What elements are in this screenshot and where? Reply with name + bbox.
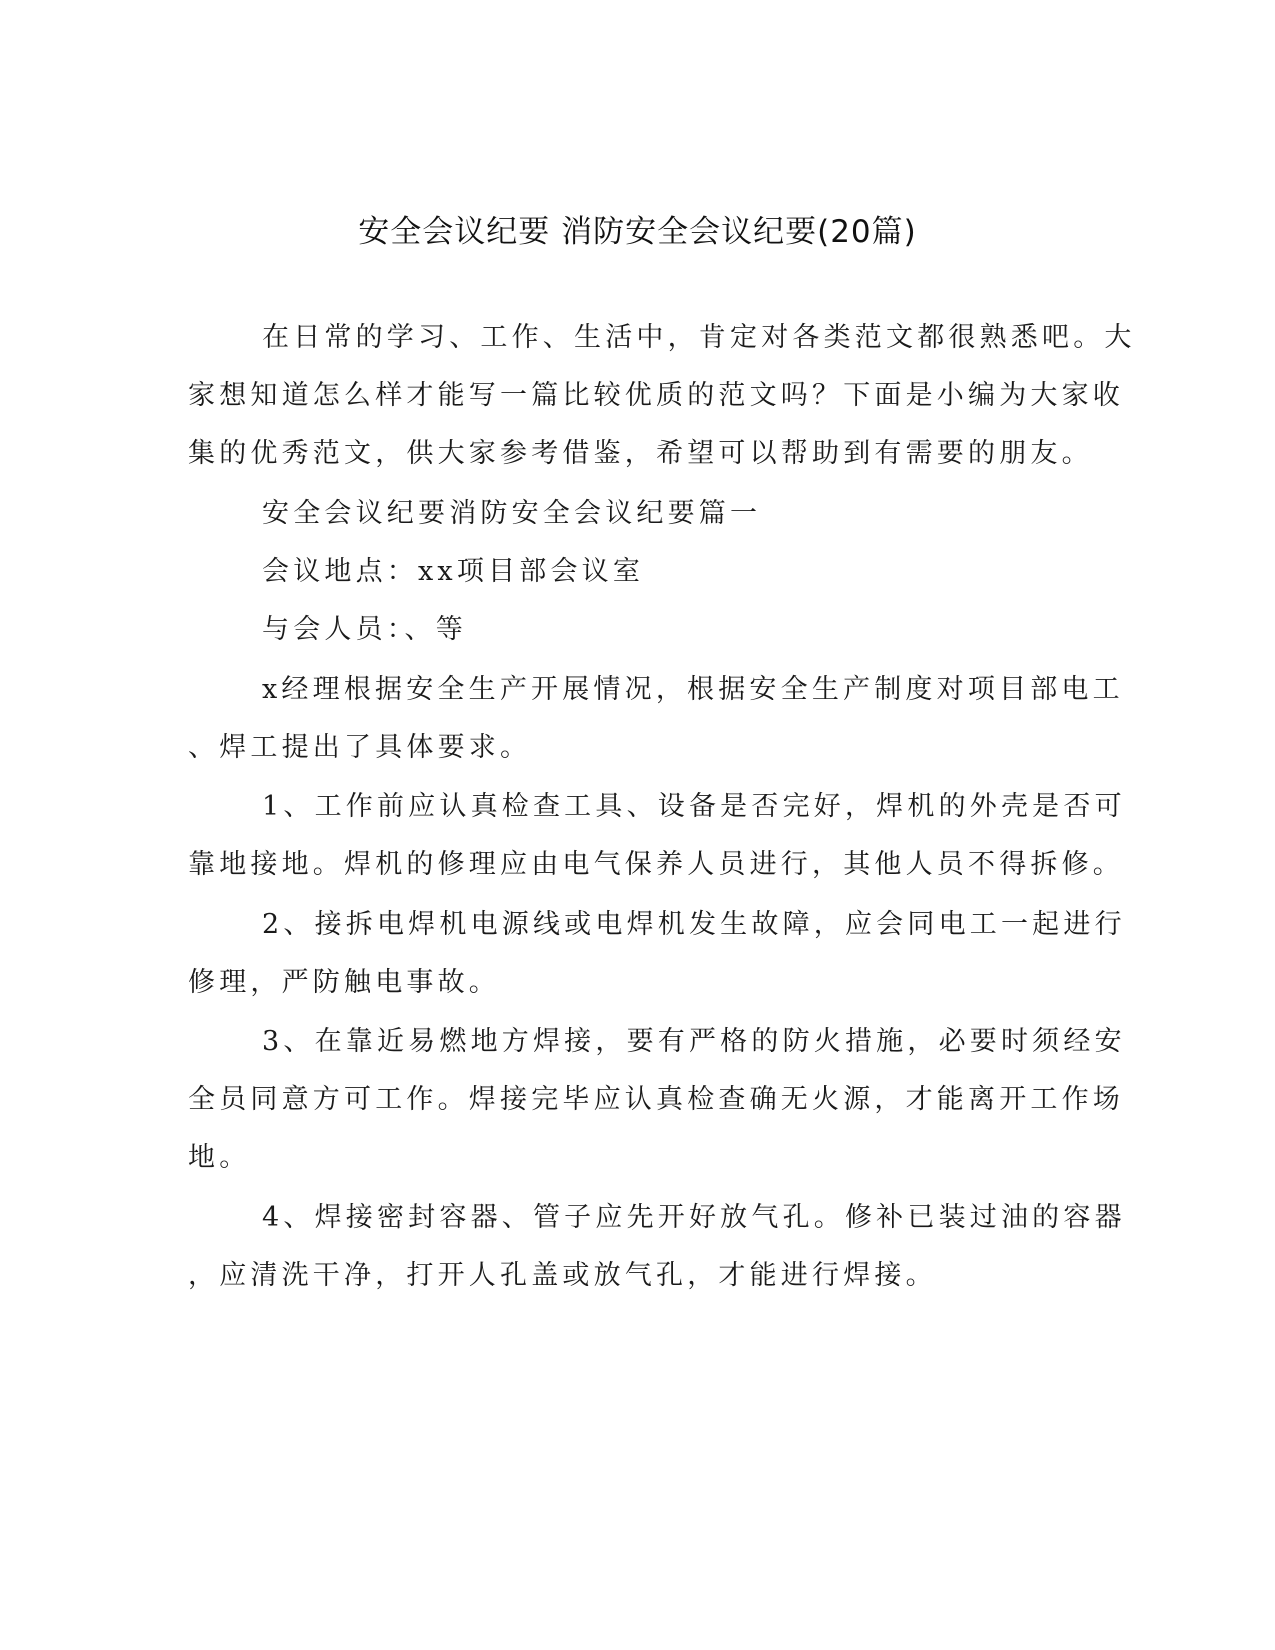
list-item-line: 靠地接地。焊机的修理应由电气保养人员进行，其他人员不得拆修。 [188,849,1124,880]
list-item-line: 2、接拆电焊机电源线或电焊机发生故障，应会同电工一起进行 [262,909,1126,940]
list-item-line: 3、在靠近易燃地方焊接，要有严格的防火措施，必要时须经安 [262,1026,1126,1057]
paragraph-line: x经理根据安全生产开展情况，根据安全生产制度对项目部电工 [262,674,1124,705]
document-title: 安全会议纪要 消防安全会议纪要(20篇) [358,214,917,250]
list-item-line: 4、焊接密封容器、管子应先开好放气孔。修补已装过油的容器 [262,1202,1126,1233]
section-heading: 安全会议纪要消防安全会议纪要篇一 [262,498,762,529]
list-item-line: 地。 [188,1142,251,1173]
meeting-attendees: 与会人员：、等 [262,614,467,645]
list-item-line: 全员同意方可工作。焊接完毕应认真检查确无火源，才能离开工作场 [188,1084,1124,1115]
paragraph-line: 家想知道怎么样才能写一篇比较优质的范文吗？下面是小编为大家收 [188,380,1124,411]
list-item-line: ，应清洗干净，打开人孔盖或放气孔，才能进行焊接。 [188,1260,937,1291]
paragraph-line: 集的优秀范文，供大家参考借鉴，希望可以帮助到有需要的朋友。 [188,438,1093,469]
paragraph-line: 在日常的学习、工作、生活中，肯定对各类范文都很熟悉吧。大 [262,322,1136,353]
meeting-location: 会议地点：xx项目部会议室 [262,556,645,587]
list-item-line: 1、工作前应认真检查工具、设备是否完好，焊机的外壳是否可 [262,791,1126,822]
paragraph-line: 、焊工提出了具体要求。 [188,732,532,763]
list-item-line: 修理，严防触电事故。 [188,967,500,998]
